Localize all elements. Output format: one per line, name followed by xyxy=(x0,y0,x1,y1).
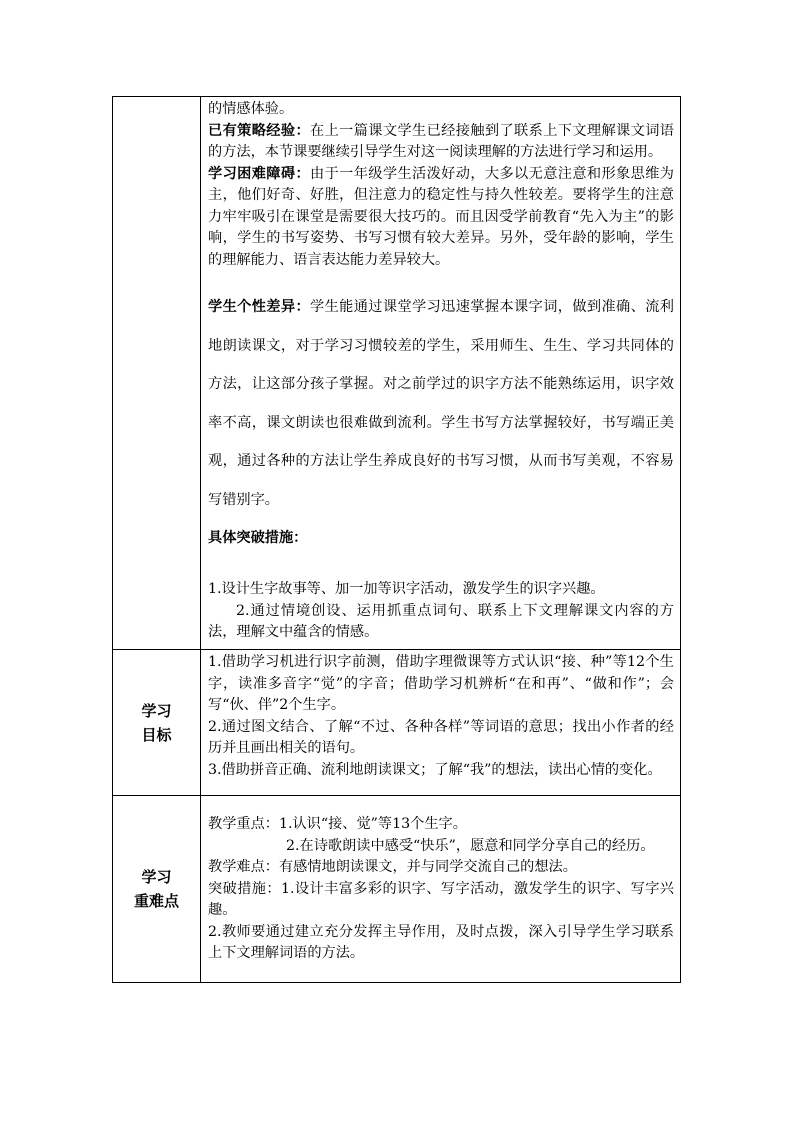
label-line: 学习 xyxy=(141,868,172,886)
goal-item-1: 1.借助学习机进行识字前测，借助字理微课等方式认识“接、种”等12个生字，读准多音字“觉”的字音；借助学习机辨析“在和再”、“做和作”；会写“伙、伴”2个生字。 xyxy=(208,654,674,713)
key-point-2: 2.在诗歌朗读中感受“快乐”，愿意和同学分享自己的经历。 xyxy=(286,837,655,854)
table-row xyxy=(113,796,681,983)
difficulty-heading: 学习困难障碍： xyxy=(208,165,311,182)
label-line: 目标 xyxy=(141,725,172,744)
difficulty-text: 由于一年级学生活泼好动，大多以无意注意和形象思维为主，他们好奇、好胜，但注意力的稳定性与持久性较差。要将学生的注意力牢牢吸引在课堂是需要很大技巧的。而且因受学前教育“先入为主”的影响，学生的书写姿势、书写习惯有较大差异。另外，受年龄的影响，学生的理解能力、语言表达能力差异较大。 xyxy=(208,165,674,268)
measure-item-1: 1.设计生字故事等、加一加等识字活动，激发学生的识字兴趣。 xyxy=(208,581,605,597)
label-line: 重难点 xyxy=(133,892,179,910)
key-difficult-points-cell xyxy=(201,796,681,983)
learning-goals-label xyxy=(113,650,201,796)
learning-goals-cell xyxy=(201,650,681,796)
individual-difference-paragraph xyxy=(208,288,674,519)
key-difficult-points-label xyxy=(113,796,201,983)
breakthrough-2: 2.教师要通过建立充分发挥主导作用，及时点拨，深入引导学生学习联系上下文理解词语的方法。 xyxy=(208,923,674,961)
strategy-text: 在上一篇课文学生已经接触到了联系上下文理解课文词语的方法，本节课要继续引导学生对这一阅读理解的方法进行学习和运用。 xyxy=(208,122,674,160)
goal-item-3: 3.借助拼音正确、流利地朗读课文；了解“我”的想法，读出心情的变化。 xyxy=(208,761,662,778)
individual-difference-text: 学生能通过课堂学习迅速掌握本课字词，做到准确、流利地朗读课文，对于学习习惯较差的学生，采用师生、生生、学习共同体的方法，让这部分孩子掌握。对之前学过的识字方法不能熟练运用，识字效率不高，课文朗读也很难做到流利。学生书写方法掌握较好，书写端正美观，通过各种的方法让学生养成良好的书写习惯，从而书写美观，不容易写错别字。 xyxy=(208,299,674,508)
label-line: 学习 xyxy=(141,701,172,720)
intro-text: 的情感体验。 xyxy=(208,101,294,117)
difficulty-paragraph xyxy=(208,164,674,272)
individual-difference-heading: 学生个性差异： xyxy=(208,299,311,315)
measures-heading: 具体突破措施： xyxy=(208,530,308,546)
spacer xyxy=(208,271,674,288)
table-row xyxy=(113,650,681,796)
learner-analysis-cell xyxy=(201,97,681,650)
measure-item-2: 2.通过情境创设、运用抓重点词句、联系上下文理解课文内容的方法，理解文中蕴含的情感。 xyxy=(208,602,674,640)
spacer xyxy=(208,558,674,580)
empty-label-cell xyxy=(113,97,201,650)
measures-heading-paragraph xyxy=(208,519,674,558)
lesson-plan-table xyxy=(112,96,681,983)
table-row xyxy=(113,97,681,650)
strategy-paragraph xyxy=(208,121,674,164)
key-point-1: 教学重点：1.认识“接、觉”等13个生字。 xyxy=(208,816,467,832)
strategy-heading: 已有策略经验： xyxy=(208,122,311,139)
goal-item-2: 2.通过图文结合、了解“不过、各种各样”等词语的意思；找出小作者的经历并且画出相关的语句。 xyxy=(208,718,674,756)
breakthrough-1: 突破措施：1.设计丰富多彩的识字、写字活动，激发学生的识字、写字兴趣。 xyxy=(208,880,674,918)
difficult-point: 教学难点：有感情地朗读课文，并与同学交流自己的想法。 xyxy=(208,859,577,875)
